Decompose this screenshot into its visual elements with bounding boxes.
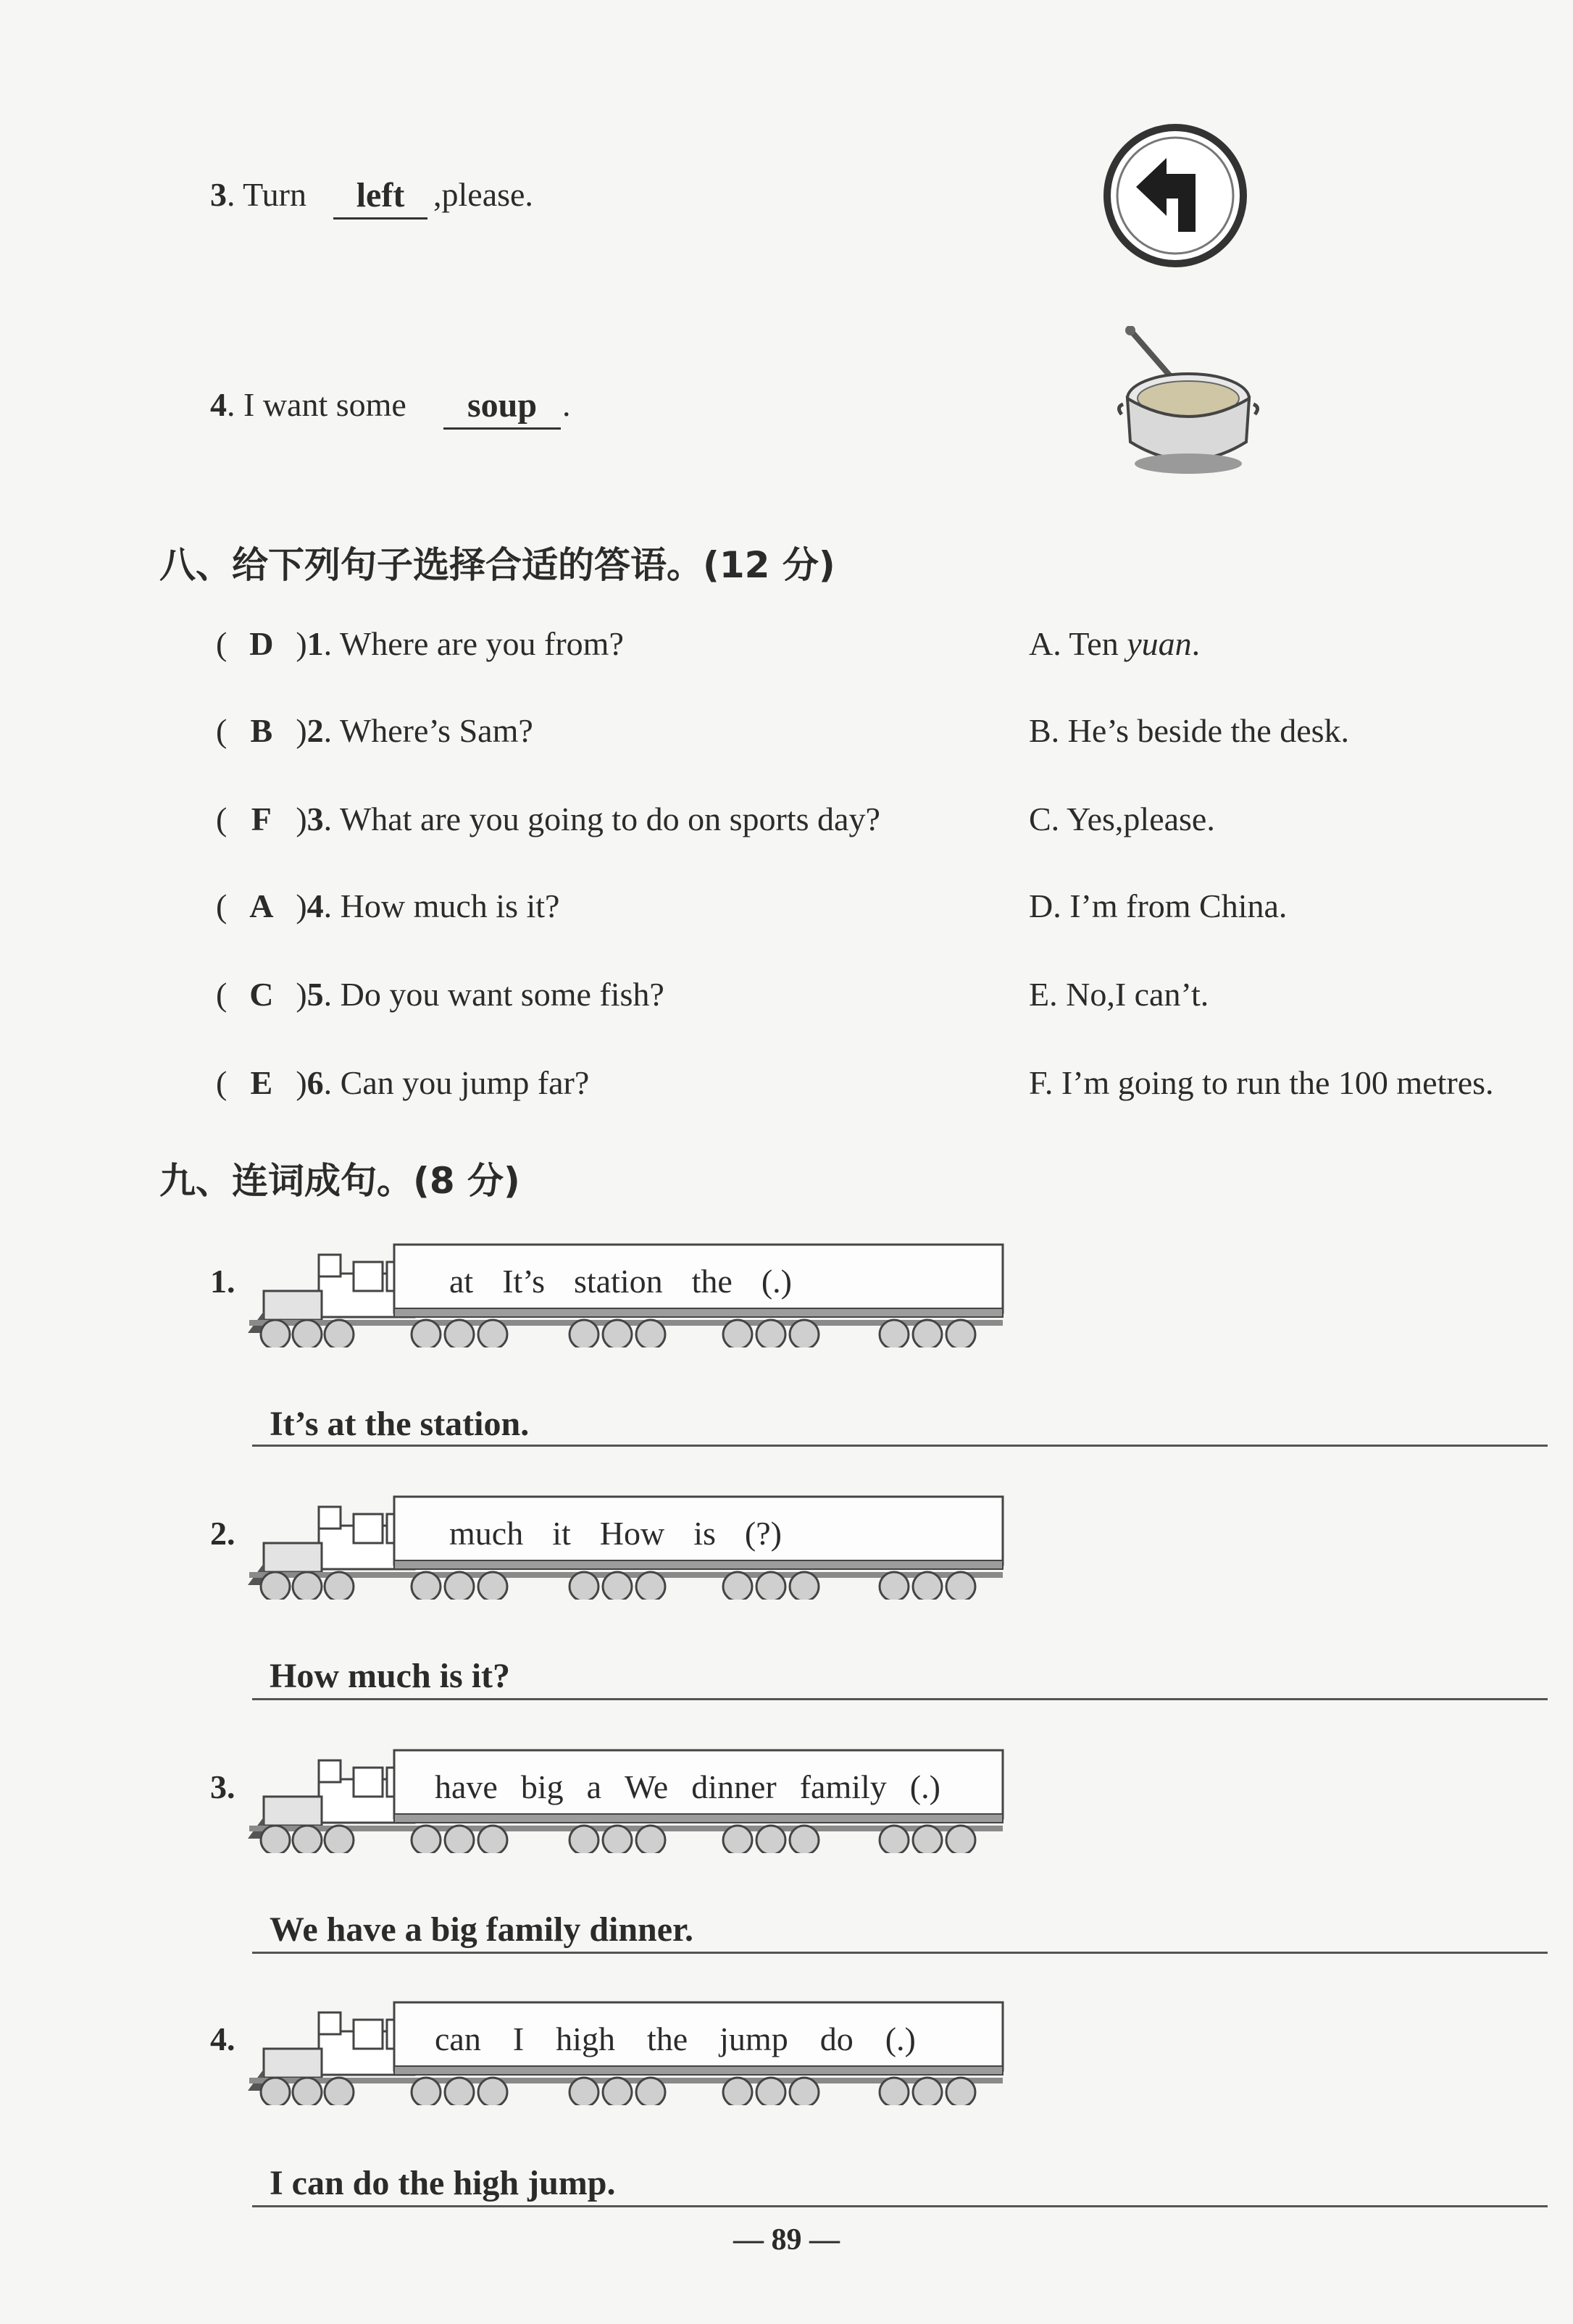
section-8-title: 八、给下列句子选择合适的答语。(12 分) (159, 544, 835, 586)
answer-line-1 (252, 1442, 1548, 1447)
train-3 (246, 1744, 1014, 1853)
train-question-2-num: 2. (210, 1515, 235, 1552)
question-3-turn: 3. Turn (210, 176, 306, 213)
option-b: B. He’s beside the desk. (1029, 712, 1350, 749)
match-row-2: ( B )2. Where’s Sam? (216, 712, 533, 749)
option-a: A. Ten yuan. (1029, 625, 1201, 662)
match-row-5: ( C )5. Do you want some fish? (216, 976, 664, 1013)
question-4-soup: 4. I want some (210, 386, 406, 423)
train-question-4-num: 4. (210, 2020, 235, 2057)
option-f: F. I’m going to run the 100 metres. (1029, 1064, 1494, 1101)
train-answer-3: We have a big family dinner. (270, 1910, 693, 1949)
train-question-3-num: 3. (210, 1768, 235, 1805)
train-words-1: at It’s station the (.) (449, 1262, 792, 1300)
option-c: C. Yes,please. (1029, 801, 1215, 837)
match-row-1: ( D )1. Where are you from? (216, 625, 624, 662)
match-answer: E (250, 1064, 273, 1101)
answer-line-4 (252, 2202, 1548, 2207)
train-answer-4: I can do the high jump. (270, 2164, 616, 2202)
answer-soup: soup (443, 388, 561, 430)
train-words-2: much it How is (?) (449, 1514, 782, 1552)
option-e: E. No,I can’t. (1029, 976, 1209, 1013)
match-row-6: ( E )6. Can you jump far? (216, 1064, 590, 1101)
train-4 (246, 1997, 1014, 2105)
match-answer: F (251, 801, 272, 837)
section-9-title: 九、连词成句。(8 分) (159, 1160, 520, 1202)
match-row-3: ( F )3. What are you going to do on sports day? (216, 801, 880, 837)
option-d: D. I’m from China. (1029, 887, 1288, 924)
match-answer: D (249, 625, 274, 662)
train-1 (246, 1239, 1014, 1347)
train-answer-2: How much is it? (270, 1657, 511, 1695)
match-answer: B (250, 712, 273, 749)
match-row-4: ( A )4. How much is it? (216, 887, 560, 924)
question-3-suffix: ,please. (433, 176, 533, 213)
page-number: — 89 — (733, 2223, 840, 2257)
turn-left-sign-icon (1103, 123, 1248, 268)
soup-pot-icon (1116, 326, 1261, 485)
answer-left: left (333, 178, 427, 220)
train-words-4: can I high the jump do (.) (435, 2020, 916, 2057)
match-answer: A (249, 887, 274, 924)
train-words-3: have big a We dinner family (.) (435, 1768, 940, 1805)
question-4-suffix: . (562, 386, 571, 423)
match-answer: C (249, 976, 274, 1013)
train-2 (246, 1491, 1014, 1600)
answer-line-2 (252, 1695, 1548, 1700)
train-question-1-num: 1. (210, 1263, 235, 1300)
answer-line-3 (252, 1949, 1548, 1954)
train-answer-1: It’s at the station. (270, 1405, 530, 1443)
